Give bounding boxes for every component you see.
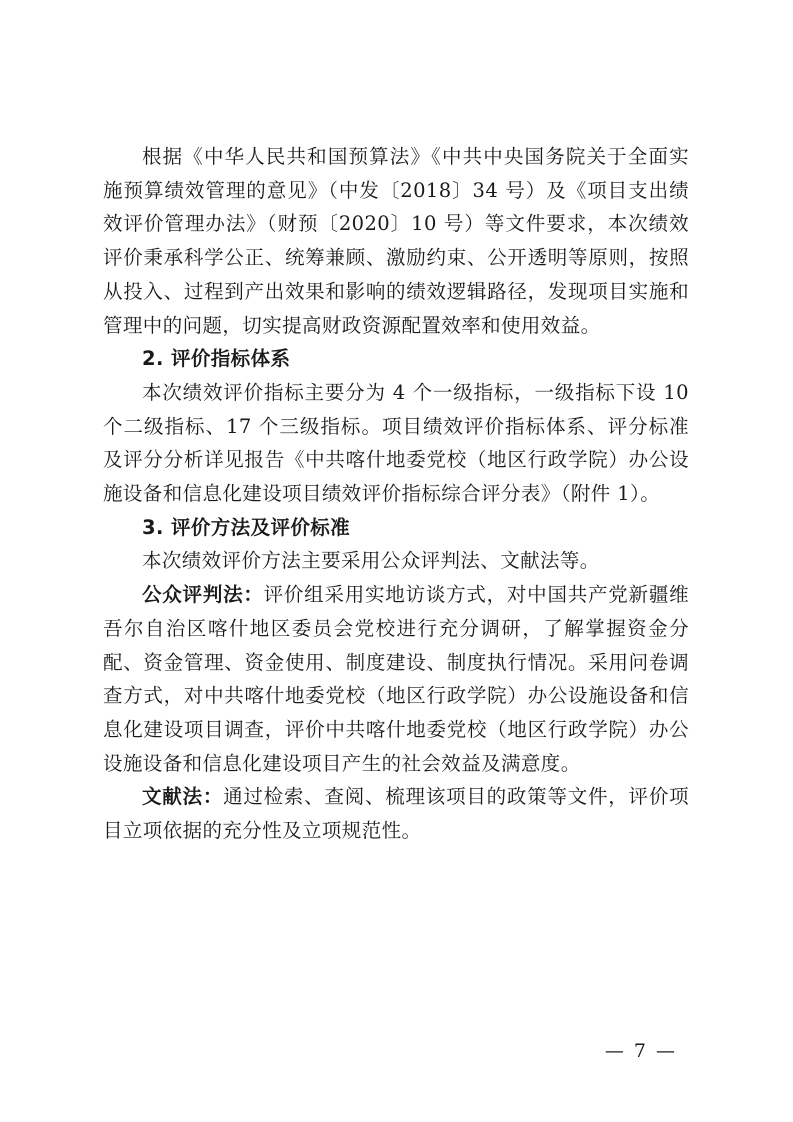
document-body	[103, 140, 689, 848]
paragraph-literature	[103, 780, 689, 847]
public-judgment-lead: 公众评判法：	[142, 583, 264, 607]
heading-evaluation-methods: 3. 评价方法及评价标准	[142, 515, 351, 539]
page-number: — 7 —	[604, 1040, 677, 1062]
public-judgment-body: 评价组采用实地访谈方式，对中国共产党新疆维吾尔自治区喀什地区委员会党校进行充分调研，了解掌握资金分配、资金管理、资金使用、制度建设、制度执行情况。采用问卷调查方式，对中共喀什地委党校（地区行政学院）办公设施设备和信息化建设项目调查，评价中共喀什地委党校（地区行政学院）办公设施设备和信息化建设项目产生的社会效益及满意度。	[103, 583, 689, 775]
literature-lead: 文献法：	[142, 785, 224, 809]
heading-evaluation-indicators: 2. 评价指标体系	[142, 347, 291, 371]
literature-body: 通过检索、查阅、梳理该项目的政策等文件，评价项目立项依据的充分性及立项规范性。	[103, 785, 689, 843]
paragraph-methods: 本次绩效评价方法主要采用公众评判法、文献法等。	[142, 549, 600, 573]
paragraph-basis: 根据《中华人民共和国预算法》《中共中央国务院关于全面实施预算绩效管理的意见》（中发〔2018〕34 号）及《项目支出绩效评价管理办法》（财预〔2020〕10 号）等文件要求，本次绩效评价秉承科学公正、统筹兼顾、激励约束、公开透明等原则，按照从投入、过程到产出效果和影响的绩效逻辑路径，发现项目实施和管理中的问题，切实提高财政资源配置效率和使用效益。	[103, 145, 689, 337]
paragraph-public-judgment	[103, 578, 689, 780]
paragraph-indicators: 本次绩效评价指标主要分为 4 个一级指标，一级指标下设 10 个二级指标、17 个三级指标。项目绩效评价指标体系、评分标准及评分分析详见报告《中共喀什地委党校（地区行政学院）办公设施设备和信息化建设项目绩效评价指标综合评分表》（附件 1）。	[103, 380, 689, 506]
